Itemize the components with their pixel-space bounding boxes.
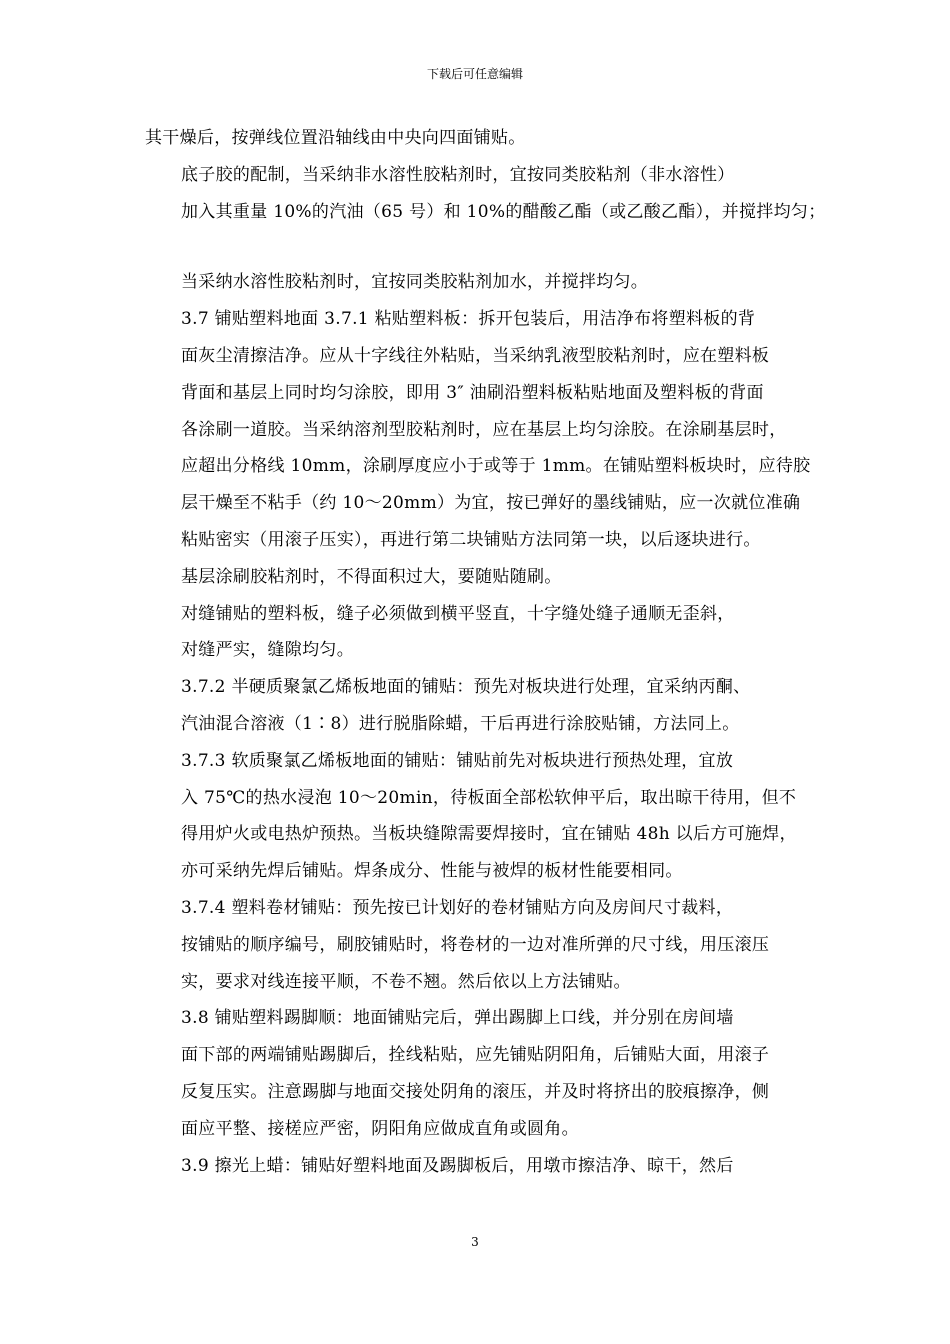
text-line: 加入其重量 10%的汽油（65 号）和 10%的醋酸乙酯（或乙酸乙酯），并搅拌均匀； bbox=[181, 201, 826, 222]
paragraph bbox=[145, 157, 826, 231]
paragraph bbox=[145, 669, 817, 743]
text-line: 3.7.3 软质聚氯乙烯板地面的铺贴：铺贴前先对板块进行预热处理，宜放 bbox=[181, 750, 734, 771]
text-line: 实，要求对线连接平顺，不卷不翘。然后依以上方法铺贴。 bbox=[181, 971, 631, 992]
paragraph bbox=[145, 120, 817, 157]
text-line: 背面和基层上同时均匀涂胶，即用 3″ 油刷沿塑料板粘贴地面及塑料板的背面 bbox=[181, 382, 764, 403]
paragraph bbox=[145, 596, 817, 670]
text-line: 3.7 铺贴塑料地面 3.7.1 粘贴塑料板：拆开包装后，用洁净布将塑料板的背 bbox=[181, 309, 756, 330]
text-line: 面灰尘清擦洁净。应从十字线往外粘贴，当采纳乳液型胶粘剂时，应在塑料板 bbox=[181, 345, 770, 366]
text-line: 层干燥至不粘手（约 10～20mm）为宜，按已弹好的墨线铺贴，应一次就位准确 bbox=[181, 493, 801, 514]
text-line: 按铺贴的顺序编号，刷胶铺贴时，将卷材的一边对准所弹的尺寸线，用压滚压 bbox=[181, 934, 770, 955]
text-line: 底子胶的配制，当采纳非水溶性胶粘剂时，宜按同类胶粘剂（非水溶性） bbox=[181, 164, 735, 185]
text-line: 3.7.4 塑料卷材铺贴：预先按已计划好的卷材铺贴方向及房间尺寸裁料， bbox=[181, 897, 734, 918]
text-line: 汽油混合溶液（1∶8）进行脱脂除蜡，干后再进行涂胶贴铺，方法同上。 bbox=[181, 713, 740, 734]
paragraph bbox=[145, 264, 817, 301]
text-line: 各涂刷一道胶。当采纳溶剂型胶粘剂时，应在基层上均匀涂胶。在涂刷基层时， bbox=[181, 419, 787, 440]
text-line: 粘贴密实（用滚子压实），再进行第二块铺贴方法同第一块，以后逐块进行。 bbox=[181, 529, 761, 550]
paragraph bbox=[145, 743, 817, 890]
text-line: 入 75℃的热水浸泡 10～20min，待板面全部松软伸平后，取出晾干待用，但不 bbox=[181, 787, 797, 808]
page-number: 3 bbox=[471, 1235, 479, 1249]
text-line: 3.9 擦光上蜡：铺贴好塑料地面及踢脚板后，用墩市擦洁净、晾干，然后 bbox=[181, 1155, 734, 1176]
text-line: 3.7.2 半硬质聚氯乙烯板地面的铺贴：预先对板块进行处理，宜采纳丙酮、 bbox=[181, 677, 751, 698]
text-line: 亦可采纳先焊后铺贴。焊条成分、性能与被焊的板材性能要相同。 bbox=[181, 861, 683, 882]
text-line: 面下部的两端铺贴踢脚后，拴线粘贴，应先铺贴阴阳角，后铺贴大面，用滚子 bbox=[181, 1045, 770, 1066]
document-body bbox=[145, 120, 826, 1184]
paragraph bbox=[145, 1148, 817, 1185]
page-header: 下载后可任意编辑 bbox=[426, 67, 523, 81]
paragraph bbox=[145, 301, 817, 595]
paragraph bbox=[145, 1000, 817, 1147]
paragraph bbox=[145, 890, 817, 1000]
text-line: 基层涂刷胶粘剂时，不得面积过大，要随贴随刷。 bbox=[181, 566, 562, 587]
text-line: 其干燥后，按弹线位置沿轴线由中央向四面铺贴。 bbox=[145, 128, 526, 148]
text-line: 对缝严实，缝隙均匀。 bbox=[181, 640, 354, 661]
text-line: 应超出分格线 10mm，涂刷厚度应小于或等于 1mm。在铺贴塑料板块时，应待胶 bbox=[181, 456, 811, 477]
text-line: 得用炉火或电热炉预热。当板块缝隙需要焊接时，宜在铺贴 48h 以后方可施焊， bbox=[181, 824, 797, 845]
text-line: 当采纳水溶性胶粘剂时，宜按同类胶粘剂加水，并搅拌均匀。 bbox=[181, 272, 649, 293]
text-line: 对缝铺贴的塑料板，缝子必须做到横平竖直，十字缝处缝子通顺无歪斜， bbox=[181, 603, 735, 624]
text-line: 反复压实。注意踢脚与地面交接处阴角的滚压，并及时将挤出的胶痕擦净，侧 bbox=[181, 1081, 770, 1102]
text-line: 面应平整、接槎应严密，阴阳角应做成直角或圆角。 bbox=[181, 1118, 579, 1139]
text-line: 3.8 铺贴塑料踢脚顺：地面铺贴完后，弹出踢脚上口线，并分别在房间墙 bbox=[181, 1008, 734, 1029]
